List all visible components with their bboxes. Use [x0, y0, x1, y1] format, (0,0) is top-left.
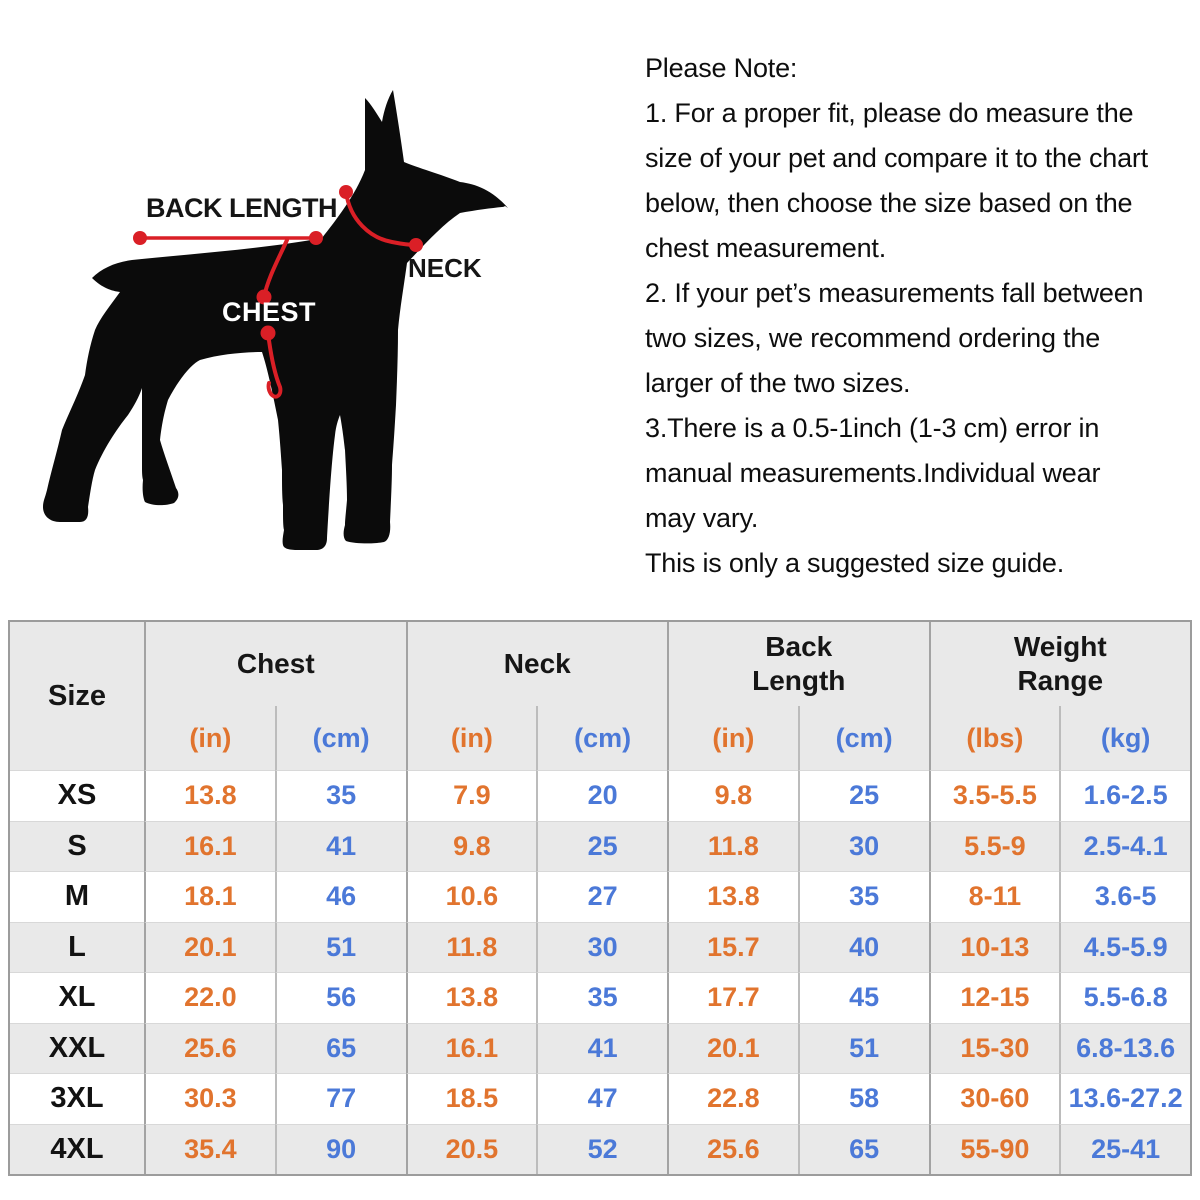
size-cell: L	[10, 922, 144, 973]
value-cell: 25	[536, 821, 667, 872]
value-cell: 27	[536, 871, 667, 922]
value-cell: 20.1	[667, 1023, 798, 1074]
value-cell: 12-15	[929, 972, 1060, 1023]
chest-group-header	[144, 622, 406, 706]
value-cell: 25.6	[667, 1124, 798, 1175]
value-cell: 7.9	[406, 770, 537, 821]
note-line: 2. If your pet’s measurements fall between	[645, 278, 1144, 308]
size-cell: XXL	[10, 1023, 144, 1074]
value-cell: 51	[798, 1023, 929, 1074]
value-cell: 22.8	[667, 1073, 798, 1124]
unit-header-chest-in: (in)	[144, 706, 275, 770]
value-cell: 30	[536, 922, 667, 973]
value-cell: 20.5	[406, 1124, 537, 1175]
group-label: Neck	[503, 648, 571, 679]
note-line: This is only a suggested size guide.	[645, 548, 1065, 578]
value-cell: 13.6-27.2	[1059, 1073, 1190, 1124]
value-cell: 58	[798, 1073, 929, 1124]
note-line: 1. For a proper fit, please do measure the	[645, 98, 1134, 128]
value-cell: 13.8	[667, 871, 798, 922]
value-cell: 13.8	[144, 770, 275, 821]
value-cell: 15.7	[667, 922, 798, 973]
value-cell: 11.8	[406, 922, 537, 973]
note-line: size of your pet and compare it to the chart	[645, 143, 1148, 173]
value-cell: 25	[798, 770, 929, 821]
value-cell: 22.0	[144, 972, 275, 1023]
size-cell: 3XL	[10, 1073, 144, 1124]
note-line: 3.There is a 0.5-1inch (1-3 cm) error in	[645, 413, 1100, 443]
value-cell: 65	[275, 1023, 406, 1074]
value-cell: 47	[536, 1073, 667, 1124]
back-length-group-header	[667, 622, 929, 706]
value-cell: 9.8	[667, 770, 798, 821]
value-cell: 16.1	[406, 1023, 537, 1074]
value-cell: 20.1	[144, 922, 275, 973]
value-cell: 35	[536, 972, 667, 1023]
unit-header-weight-lbs: (lbs)	[929, 706, 1060, 770]
value-cell: 52	[536, 1124, 667, 1175]
size-cell: S	[10, 821, 144, 872]
note-block	[645, 46, 1190, 586]
value-cell: 2.5-4.1	[1059, 821, 1190, 872]
note-line: two sizes, we recommend ordering the	[645, 323, 1101, 353]
note-line: chest measurement.	[645, 233, 887, 263]
unit-header-back-in: (in)	[667, 706, 798, 770]
value-cell: 10.6	[406, 871, 537, 922]
value-cell: 25-41	[1059, 1124, 1190, 1175]
value-cell: 3.5-5.5	[929, 770, 1060, 821]
value-cell: 35	[798, 871, 929, 922]
value-cell: 4.5-5.9	[1059, 922, 1190, 973]
size-cell: 4XL	[10, 1124, 144, 1175]
size-table	[8, 620, 1192, 1176]
value-cell: 9.8	[406, 821, 537, 872]
value-cell: 17.7	[667, 972, 798, 1023]
note-title: Please Note:	[645, 53, 798, 83]
group-label: Weight Range	[1013, 631, 1107, 696]
value-cell: 30.3	[144, 1073, 275, 1124]
size-cell: M	[10, 871, 144, 922]
unit-header-weight-kg: (kg)	[1059, 706, 1190, 770]
value-cell: 5.5-6.8	[1059, 972, 1190, 1023]
size-cell: XL	[10, 972, 144, 1023]
unit-header-neck-cm: (cm)	[536, 706, 667, 770]
value-cell: 90	[275, 1124, 406, 1175]
dog-measurement-diagram	[40, 70, 560, 590]
value-cell: 13.8	[406, 972, 537, 1023]
value-cell: 25.6	[144, 1023, 275, 1074]
value-cell: 30-60	[929, 1073, 1060, 1124]
unit-header-chest-cm: (cm)	[275, 706, 406, 770]
value-cell: 65	[798, 1124, 929, 1175]
neck-group-header	[406, 622, 668, 706]
note-line: manual measurements.Individual wear	[645, 458, 1101, 488]
size-column-header: Size	[10, 622, 144, 770]
value-cell: 15-30	[929, 1023, 1060, 1074]
chest-label: CHEST	[222, 297, 317, 327]
value-cell: 51	[275, 922, 406, 973]
back-length-label: BACK LENGTH	[146, 193, 337, 223]
value-cell: 55-90	[929, 1124, 1060, 1175]
value-cell: 11.8	[667, 821, 798, 872]
unit-header-neck-in: (in)	[406, 706, 537, 770]
neck-label: NECK	[408, 253, 482, 283]
unit-header-back-cm: (cm)	[798, 706, 929, 770]
value-cell: 5.5-9	[929, 821, 1060, 872]
value-cell: 40	[798, 922, 929, 973]
value-cell: 3.6-5	[1059, 871, 1190, 922]
value-cell: 56	[275, 972, 406, 1023]
value-cell: 18.1	[144, 871, 275, 922]
value-cell: 10-13	[929, 922, 1060, 973]
value-cell: 20	[536, 770, 667, 821]
value-cell: 8-11	[929, 871, 1060, 922]
value-cell: 6.8-13.6	[1059, 1023, 1190, 1074]
value-cell: 46	[275, 871, 406, 922]
value-cell: 35	[275, 770, 406, 821]
size-cell: XS	[10, 770, 144, 821]
value-cell: 18.5	[406, 1073, 537, 1124]
value-cell: 41	[275, 821, 406, 872]
value-cell: 35.4	[144, 1124, 275, 1175]
value-cell: 77	[275, 1073, 406, 1124]
value-cell: 30	[798, 821, 929, 872]
note-line: below, then choose the size based on the	[645, 188, 1133, 218]
group-label: Chest	[236, 648, 315, 679]
note-line: may vary.	[645, 503, 759, 533]
value-cell: 1.6-2.5	[1059, 770, 1190, 821]
value-cell: 41	[536, 1023, 667, 1074]
value-cell: 16.1	[144, 821, 275, 872]
value-cell: 45	[798, 972, 929, 1023]
group-label: Back Length	[752, 631, 846, 696]
note-line: larger of the two sizes.	[645, 368, 911, 398]
weight-range-group-header	[929, 622, 1191, 706]
